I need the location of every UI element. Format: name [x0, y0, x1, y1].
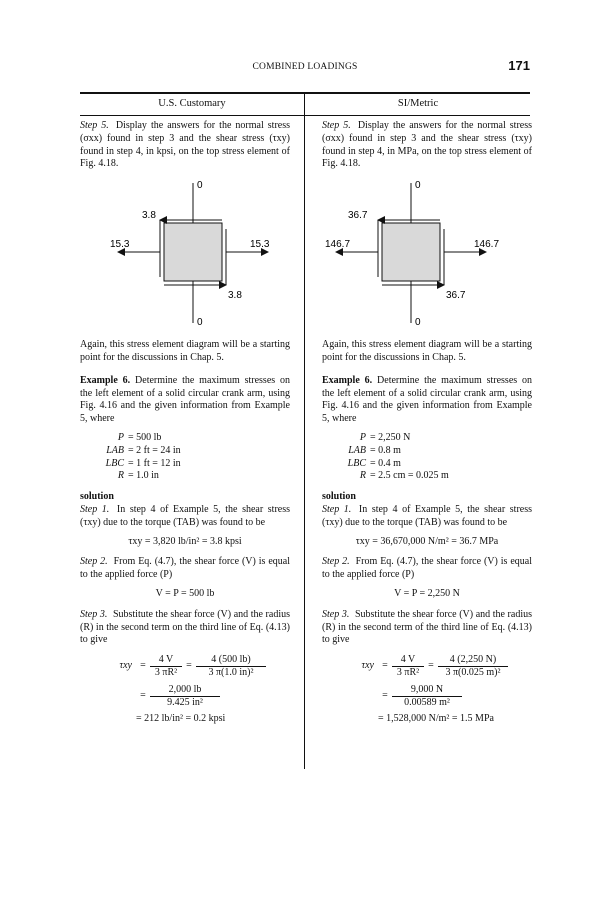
given-row [322, 432, 532, 445]
numerator: 4 V [150, 654, 182, 667]
solution-heading: solution [322, 491, 356, 503]
column-divider [304, 93, 305, 769]
step-text: From Eq. (4.7), the shear force (V) is equal to the applied force (P) [322, 556, 533, 581]
equation-line: = $\frac{9,000 N}{\text{0.00589 m²}}$ [322, 681, 532, 711]
fraction [150, 654, 182, 679]
example-paragraph [80, 375, 290, 426]
label-shear-bottom: 36.7 [446, 290, 466, 302]
step1-paragraph [80, 504, 290, 530]
given-value: = 500 lb [128, 431, 162, 443]
equation-line: = $\frac{2,000 lb}{\text{9.425 in²}}$ [80, 681, 290, 711]
numerator: 2,000 lb [150, 684, 220, 697]
given-value: = 2.5 cm = 0.025 m [370, 470, 449, 482]
equation-lhs: τxy [119, 659, 132, 671]
label-top: 0 [415, 180, 421, 192]
equation-block [80, 651, 290, 727]
given-row [80, 458, 290, 471]
label-right: 15.3 [250, 239, 270, 251]
label-bottom: 0 [415, 317, 421, 329]
step-label: Step 5. [80, 120, 109, 131]
example-paragraph [322, 375, 532, 426]
step-text: In step 4 of Example 5, the shear stress (τxy) due to the torque (TAB) was found to be [322, 503, 532, 528]
equation-line [80, 711, 290, 727]
equation-line: τxy = $\frac{4 V}{\text{3 πR²}}$ = $\frac{4 (500 lb)}{\text{3 π(1.0 in)²}}$ [80, 651, 290, 681]
denominator: 9.425 in² [167, 696, 203, 708]
step-text: Substitute the shear force (V) and the radius (R) in the second term on the third line of Eq. (4.13) to give [80, 608, 290, 646]
given-row [322, 458, 532, 471]
denominator: 3 π(0.025 m)² [445, 666, 501, 678]
example-label: Example 6. [322, 374, 373, 386]
stress-element-square [164, 223, 222, 281]
step1-paragraph [322, 504, 532, 530]
fraction [392, 654, 424, 679]
label-left: 15.3 [110, 239, 130, 251]
given-values [80, 432, 290, 483]
label-bottom: 0 [197, 317, 203, 329]
step5-paragraph [322, 120, 532, 171]
equation-line: τxy = $\frac{4 V}{\text{3 πR²}}$ = $\frac{4 (2,250 N)}{\text{3 π(0.025 m)²}}$ [322, 651, 532, 681]
numerator: 4 (2,250 N) [438, 654, 508, 667]
page-header [80, 58, 530, 76]
label-shear-top: 36.7 [348, 210, 368, 222]
solution-heading: solution [80, 491, 114, 503]
given-symbol: P [359, 431, 366, 443]
given-row [80, 445, 290, 458]
step2-paragraph [322, 556, 532, 582]
step5-paragraph [80, 120, 290, 171]
equation-shear-stress: τxy = 3,820 lb/in² = 3.8 kpsi [128, 535, 242, 547]
given-symbol: LBC [347, 457, 366, 469]
step-label: Step 2. [80, 556, 108, 568]
given-row [80, 432, 290, 445]
denominator: 3 πR² [396, 666, 420, 678]
numerator: 9,000 N [392, 684, 462, 697]
step-text: Substitute the shear force (V) and the radius (R) in the second term of the third line of Eq. (4.13) to give [322, 608, 532, 646]
numerator: 4 (500 lb) [196, 654, 266, 667]
given-symbol: LBC [105, 457, 124, 469]
given-value: = 2 ft = 24 in [128, 444, 181, 456]
given-symbol: LAB [106, 444, 124, 456]
fraction [196, 654, 266, 679]
label-right: 146.7 [474, 239, 500, 251]
label-left: 146.7 [325, 239, 351, 251]
again-paragraph: Again, this stress element diagram will be a starting point for the discussions in Chap. 5. [322, 339, 532, 363]
equation-shear-force: V = P = 500 lb [155, 587, 215, 599]
given-row [322, 470, 532, 483]
step-label: Step 3. [80, 608, 108, 620]
again-paragraph: Again, this stress element diagram will be a starting point for the discussions in Chap. 5. [80, 339, 290, 363]
example-label: Example 6. [80, 374, 131, 386]
page-number: 171 [508, 58, 530, 73]
heading-rule [80, 115, 530, 116]
step-label: Step 3. [322, 608, 350, 620]
given-row [80, 470, 290, 483]
step-text: Display the answers for the normal stress (σxx) found in step 3 and the shear stress (τxy) found in step 4, in kpsi, on the top stress element of Fig. 4.18. [80, 120, 291, 170]
step-label: Step 1. [80, 503, 110, 515]
equation-line [322, 711, 532, 727]
equation-final: = 212 lb/in² = 0.2 kpsi [136, 712, 226, 724]
step-text: From Eq. (4.7), the shear force (V) is equal to the applied force (P) [80, 556, 291, 581]
given-symbol: LAB [348, 444, 366, 456]
given-symbol: R [117, 470, 124, 482]
running-title: COMBINED LOADINGS [252, 62, 358, 72]
given-values [322, 432, 532, 483]
step-text: Display the answers for the normal stress (σxx) found in step 3 and the shear stress (τxy) found in step 4, in MPa, on the top stress element of Fig. 4.18. [322, 120, 533, 170]
stress-element-diagram [80, 173, 290, 333]
step2-paragraph [80, 556, 290, 582]
fraction [150, 684, 220, 709]
step-label: Step 5. [322, 120, 351, 131]
denominator: 0.00589 m² [404, 696, 450, 708]
given-symbol: R [359, 470, 366, 482]
fraction [392, 684, 462, 709]
given-value: = 0.4 m [370, 457, 401, 469]
given-value: = 1 ft = 12 in [128, 457, 181, 469]
equation-lhs: τxy [361, 659, 374, 671]
example-text: Determine the maximum stresses on the left element of a solid circular crank arm, using Fig. 4.16 and the given information from Example 5, where [322, 374, 533, 425]
stress-element-svg [80, 173, 290, 333]
label-shear-top: 3.8 [142, 210, 156, 222]
equation-shear-force: V = P = 2,250 N [394, 587, 460, 599]
step-text: In step 4 of Example 5, the shear stress (τxy) due to the torque (TAB) was found to be [80, 503, 290, 528]
given-value: = 1.0 in [128, 470, 159, 482]
column-heading-us: U.S. Customary [158, 98, 226, 109]
given-symbol: P [117, 431, 124, 443]
top-rule [80, 92, 530, 94]
stress-element-svg [322, 173, 532, 333]
example-text: Determine the maximum stresses on the left element of a solid circular crank arm, using Fig. 4.16 and the given information from Example 5, where [80, 374, 291, 425]
equation-shear-stress: τxy = 36,670,000 N/m² = 36.7 MPa [355, 535, 499, 547]
column-heading-si: SI/Metric [397, 98, 439, 109]
given-row [322, 445, 532, 458]
label-shear-bottom: 3.8 [228, 290, 242, 302]
label-top: 0 [197, 180, 203, 192]
given-value: = 0.8 m [370, 444, 401, 456]
stress-element-diagram [322, 173, 532, 333]
equation-block [322, 651, 532, 727]
given-value: = 2,250 N [370, 431, 411, 443]
step3-paragraph [322, 609, 532, 647]
denominator: 3 πR² [154, 666, 178, 678]
step-label: Step 2. [322, 556, 350, 568]
step-label: Step 1. [322, 503, 352, 515]
stress-element-square [382, 223, 440, 281]
equation-final: = 1,528,000 N/m² = 1.5 MPa [378, 712, 494, 724]
column-si-metric [322, 120, 532, 731]
numerator: 4 V [392, 654, 424, 667]
step3-paragraph [80, 609, 290, 647]
fraction [438, 654, 508, 679]
column-us-customary [80, 120, 290, 731]
denominator: 3 π(1.0 in)² [208, 666, 254, 678]
